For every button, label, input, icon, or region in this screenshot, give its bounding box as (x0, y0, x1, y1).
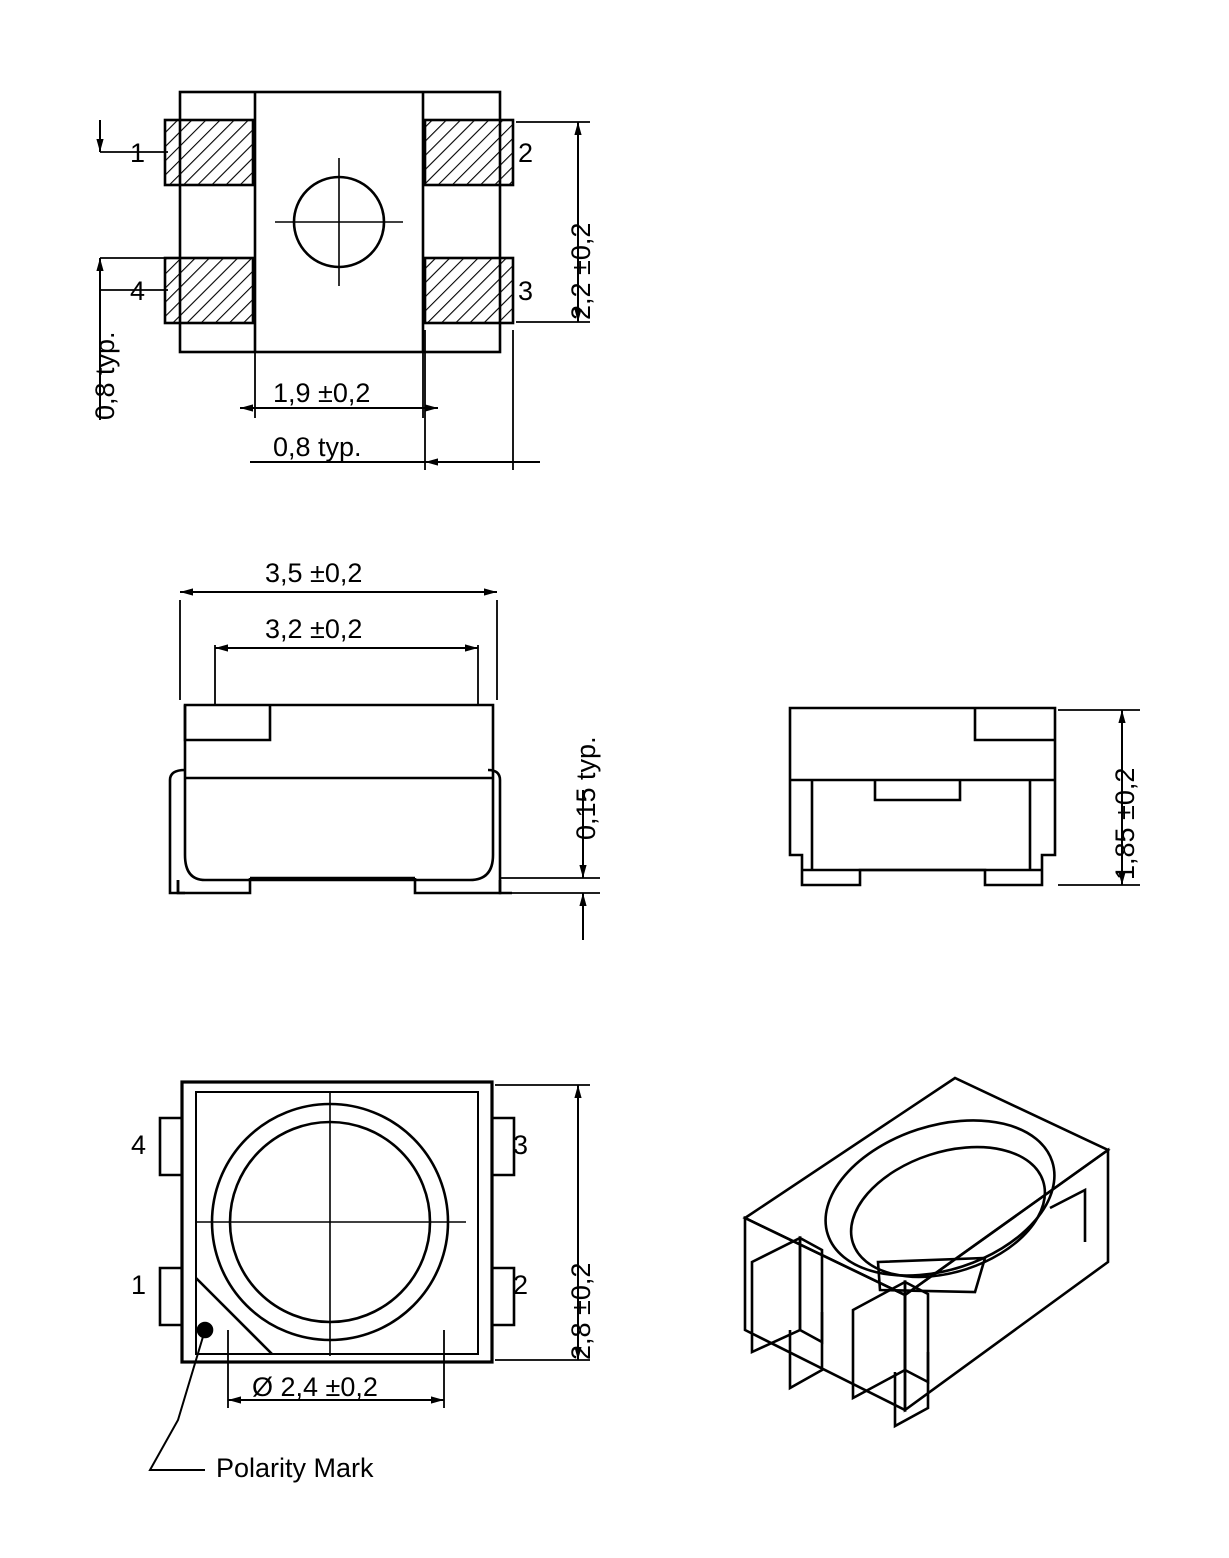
top-pin-number-2: 2 (513, 1270, 529, 1300)
footprint-dim-inner-width: 1,9 ±0,2 (273, 378, 371, 408)
side-dim-standoff: 0,15 typ. (571, 736, 601, 840)
top-pin-number-3: 3 (513, 1130, 529, 1160)
footprint-dim-height: 2,2 ±0,2 (566, 222, 596, 320)
footprint-pad-number-1: 1 (130, 138, 146, 168)
view-side-dimensions (180, 592, 600, 940)
footprint-dim-pad-pitch: 0,8 typ. (90, 331, 120, 420)
view-footprint-geometry (165, 92, 513, 352)
end-dim-depth: 1,85 ±0,2 (1110, 767, 1140, 880)
footprint-pad-number-3: 3 (518, 276, 534, 306)
footprint-dim-pad-width: 0,8 typ. (273, 432, 362, 462)
footprint-pad-number-2: 2 (518, 138, 534, 168)
side-dim-outer-width: 3,5 ±0,2 (265, 558, 363, 588)
view-side-geometry (170, 705, 512, 893)
top-dim-lens-diameter: Ø 2,4 ±0,2 (252, 1372, 378, 1402)
top-dim-height: 2,8 ±0,2 (566, 1262, 596, 1360)
side-dim-inner-width: 3,2 ±0,2 (265, 614, 363, 644)
polarity-mark-label: Polarity Mark (216, 1453, 374, 1483)
view-end-geometry (790, 708, 1055, 885)
view-iso-geometry (745, 1078, 1108, 1426)
footprint-pad-number-4: 4 (130, 276, 146, 306)
top-pin-number-1: 1 (131, 1270, 147, 1300)
top-pin-number-4: 4 (131, 1130, 147, 1160)
view-top-geometry (150, 1082, 514, 1470)
